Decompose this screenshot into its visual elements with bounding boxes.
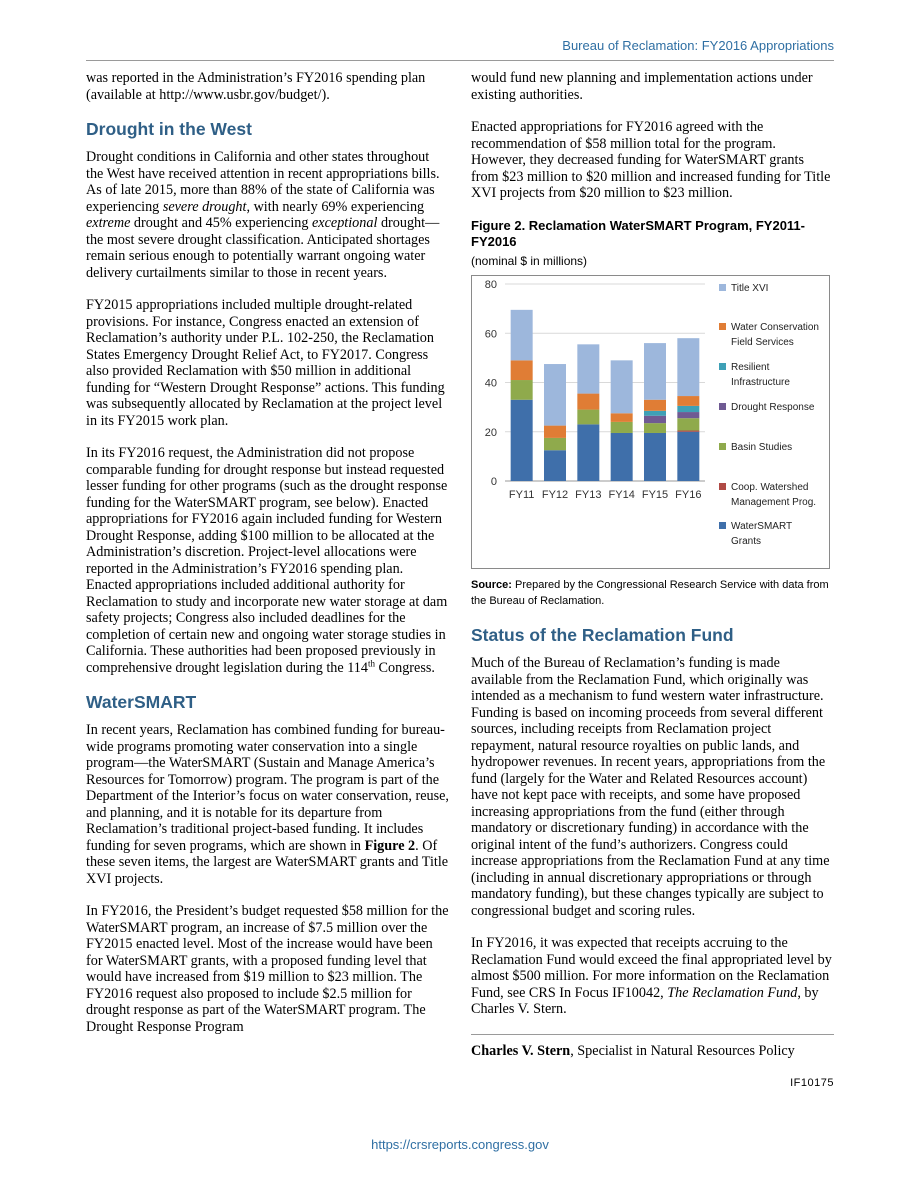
bar-segment bbox=[644, 433, 666, 481]
emphasis: exceptional bbox=[312, 215, 378, 231]
bar-segment bbox=[611, 413, 633, 422]
figure-chart bbox=[471, 275, 830, 569]
paragraph: In FY2016, it was expected that receipts accruing to the Reclamation Fund would exceed the final appropriated level by almost $500 million. For more information on the Reclamation Fund, see CRS In Focus IF10042, The Reclamation Fund, by Charles V. Stern. bbox=[471, 935, 832, 1017]
x-tick-label: FY15 bbox=[641, 489, 669, 501]
bar-segment bbox=[577, 344, 599, 393]
legend-label: Coop. Watershed Management Prog. bbox=[731, 482, 817, 508]
bar-segment bbox=[677, 396, 699, 406]
paragraph: would fund new planning and implementation actions under existing authorities. bbox=[471, 70, 813, 103]
document-id: IF10175 bbox=[790, 1077, 834, 1089]
bar-segment bbox=[577, 424, 599, 481]
legend-label: WaterSMART Grants bbox=[731, 521, 793, 547]
bar-segment bbox=[677, 406, 699, 412]
y-tick-label: 0 bbox=[490, 476, 497, 488]
bar-segment bbox=[611, 422, 633, 433]
x-tick-label: FY12 bbox=[541, 489, 569, 501]
paragraph: Drought conditions in California and other states throughout the West have received attention in recent appropriations bills. As of late 2015, more than 88% of the state of California was experiencing severe drought, with nearly 69% experiencing extreme drought and 45% experiencing exceptional drought—the most severe drought classification. Anticipated shortages remain serious enough to potentially warrant ongoing water delivery curtailments similar to those in recent years. bbox=[86, 149, 440, 281]
footer-link[interactable]: https://crsreports.congress.gov bbox=[371, 1137, 549, 1152]
emphasis: The Reclamation Fund bbox=[667, 984, 798, 1001]
x-tick-label: FY11 bbox=[508, 489, 535, 501]
bar-segment bbox=[611, 360, 633, 413]
author-line: Charles V. Stern, Specialist in Natural Resources Policy bbox=[471, 1042, 795, 1059]
header-divider bbox=[86, 60, 834, 61]
x-tick-label: FY14 bbox=[608, 489, 635, 501]
bar-segment bbox=[577, 410, 599, 425]
bar-segment bbox=[511, 400, 533, 481]
bar-segment bbox=[577, 394, 599, 410]
y-tick-label: 40 bbox=[484, 377, 497, 390]
legend-swatch bbox=[719, 323, 726, 330]
bar-segment bbox=[644, 423, 666, 433]
paragraph: Enacted appropriations for FY2016 agreed with the recommendation of $58 million total for the program. However, they decreased funding for WaterSMART grants from $23 million to $20 million and increased funding for Title XVI projects from $20 million to $23 million. bbox=[471, 119, 831, 201]
paragraph: In recent years, Reclamation has combined funding for bureau-wide programs promoting water conservation into a single program—the WaterSMART (Sustain and Manage America’s Resources for Tomorrow) program. The program is part of the Department of the Interior’s focus on water conservation, reuse, and planning, and it is notable for its departure from Reclamation’s traditional project-based funding. It includes funding for seven programs, which are shown in Figure 2. Of these seven items, the largest are WaterSMART grants and Title XVI projects. bbox=[86, 722, 449, 887]
bar-segment bbox=[677, 412, 699, 418]
legend-label: Drought Response bbox=[731, 402, 815, 413]
emphasis: severe drought bbox=[162, 198, 247, 215]
legend-label: Water Conservation Field Services bbox=[731, 322, 819, 348]
author-divider bbox=[471, 1034, 834, 1035]
legend-label: Resilient Infrastructure bbox=[731, 362, 790, 388]
left-column bbox=[86, 70, 449, 1051]
bar-segment bbox=[611, 433, 633, 481]
bar-segment bbox=[677, 432, 699, 481]
right-column bbox=[471, 70, 834, 1092]
legend-swatch bbox=[719, 443, 726, 450]
figure-title: Figure 2. Reclamation WaterSMART Program, FY2011-FY2016 bbox=[471, 217, 805, 249]
bar-segment bbox=[511, 380, 533, 400]
paragraph: FY2015 appropriations included multiple drought-related provisions. For instance, Congress enacted an extension of Reclamation’s authority under P.L. 102-250, the Reclamation States Emergency Drought Relief Act, to FY2017. Congress also provided Reclamation with $50 million in additional funding for “Western Drought Response” actions. This funding was subsequently allocated by Reclamation at the project level in its FY2015 work plan. bbox=[86, 297, 445, 429]
bar-segment bbox=[511, 310, 533, 360]
legend-swatch bbox=[719, 363, 726, 370]
figure-subtitle: (nominal $ in millions) bbox=[471, 253, 588, 268]
y-tick-label: 80 bbox=[484, 279, 497, 291]
x-tick-label: FY13 bbox=[575, 489, 602, 501]
y-tick-label: 60 bbox=[484, 328, 497, 341]
legend-label: Basin Studies bbox=[731, 442, 793, 453]
heading-watersmart: WaterSMART bbox=[86, 692, 197, 712]
paragraph: In its FY2016 request, the Administration did not propose comparable funding for drought response but instead requested lesser funding for other programs (such as the drought response funding for the WaterSMART program, see below). Enacted appropriations for FY2016 again included funding for Western Drought Response, adding $100 million to be allocated at the Administration’s discretion. Project-level allocations were reported in the Administration’s FY2016 spending plan. Enacted appropriations included additional authority for Reclamation to study and incorporate new water storage at dam safety projects; Congress also included deadlines for the completion of certain new and ongoing water storage studies in California. These authorities had been proposed previously in comprehensive drought legislation during the 114th Congress. bbox=[86, 445, 448, 676]
bar-segment bbox=[544, 426, 566, 438]
figure-reference: Figure 2 bbox=[364, 837, 416, 854]
bar-segment bbox=[544, 364, 566, 426]
paragraph: was reported in the Administration’s FY2016 spending plan (available at http://www.usbr.gov/budget/). bbox=[86, 70, 426, 103]
bar-segment bbox=[677, 338, 699, 396]
running-title: Bureau of Reclamation: FY2016 Appropriations bbox=[562, 38, 834, 53]
bar-segment bbox=[511, 360, 533, 380]
legend-label: Title XVI bbox=[731, 283, 769, 294]
bar-segment bbox=[644, 411, 666, 416]
x-tick-label: FY16 bbox=[675, 489, 702, 501]
y-tick-label: 20 bbox=[484, 426, 497, 439]
bar-segment bbox=[644, 416, 666, 423]
bar-segment bbox=[677, 418, 699, 430]
legend-swatch bbox=[719, 483, 726, 490]
heading-drought-in-the-west: Drought in the West bbox=[86, 119, 252, 139]
author-name: Charles V. Stern bbox=[471, 1042, 571, 1059]
stacked-bar-chart bbox=[472, 276, 829, 568]
superscript: th bbox=[367, 657, 375, 668]
bar-segment bbox=[677, 431, 699, 432]
paragraph: Much of the Bureau of Reclamation’s funding is made available from the Reclamation Fund, which originally was intended as a mechanism to fund western water infrastructure. Funding is based on incoming proceeds from several different sources, including receipts from Reclamation project repayment, natural resource royalties on public lands, and hydropower revenues. In recent years, appropriations from the fund (largely for the Water and Related Resources account) have not kept pace with receipts, and some have proposed increasing appropriations from the fund (either through mandatory or discretionary funding) in accordance with the original intent of the fund’s authorizers. Congress could increase appropriations from the Reclamation Fund at any time (including in annual discretionary appropriations or through mandatory funding), but these changes typically are subject to congressional budget and scoring rules. bbox=[471, 655, 830, 919]
bar-segment bbox=[544, 438, 566, 450]
bar-segment bbox=[644, 400, 666, 411]
legend-swatch bbox=[719, 522, 726, 529]
bar-segment bbox=[544, 450, 566, 481]
legend-swatch bbox=[719, 284, 726, 291]
paragraph: In FY2016, the President’s budget requested $58 million for the WaterSMART program, an increase of $7.5 million over the FY2015 enacted level. Most of the increase would have been for WaterSMART grants, with a proposed funding level that would have increased from $19 million to $23 million. The FY2016 request also proposed to include $2.5 million for drought response as part of the WaterSMART program. The Drought Response Program bbox=[86, 903, 449, 1035]
legend-swatch bbox=[719, 403, 726, 410]
figure-source: Source: Prepared by the Congressional Research Service with data from the Bureau of Reclamation. bbox=[471, 579, 829, 607]
heading-reclamation-fund: Status of the Reclamation Fund bbox=[471, 625, 734, 645]
bar-segment bbox=[644, 343, 666, 400]
emphasis: extreme bbox=[86, 215, 131, 231]
